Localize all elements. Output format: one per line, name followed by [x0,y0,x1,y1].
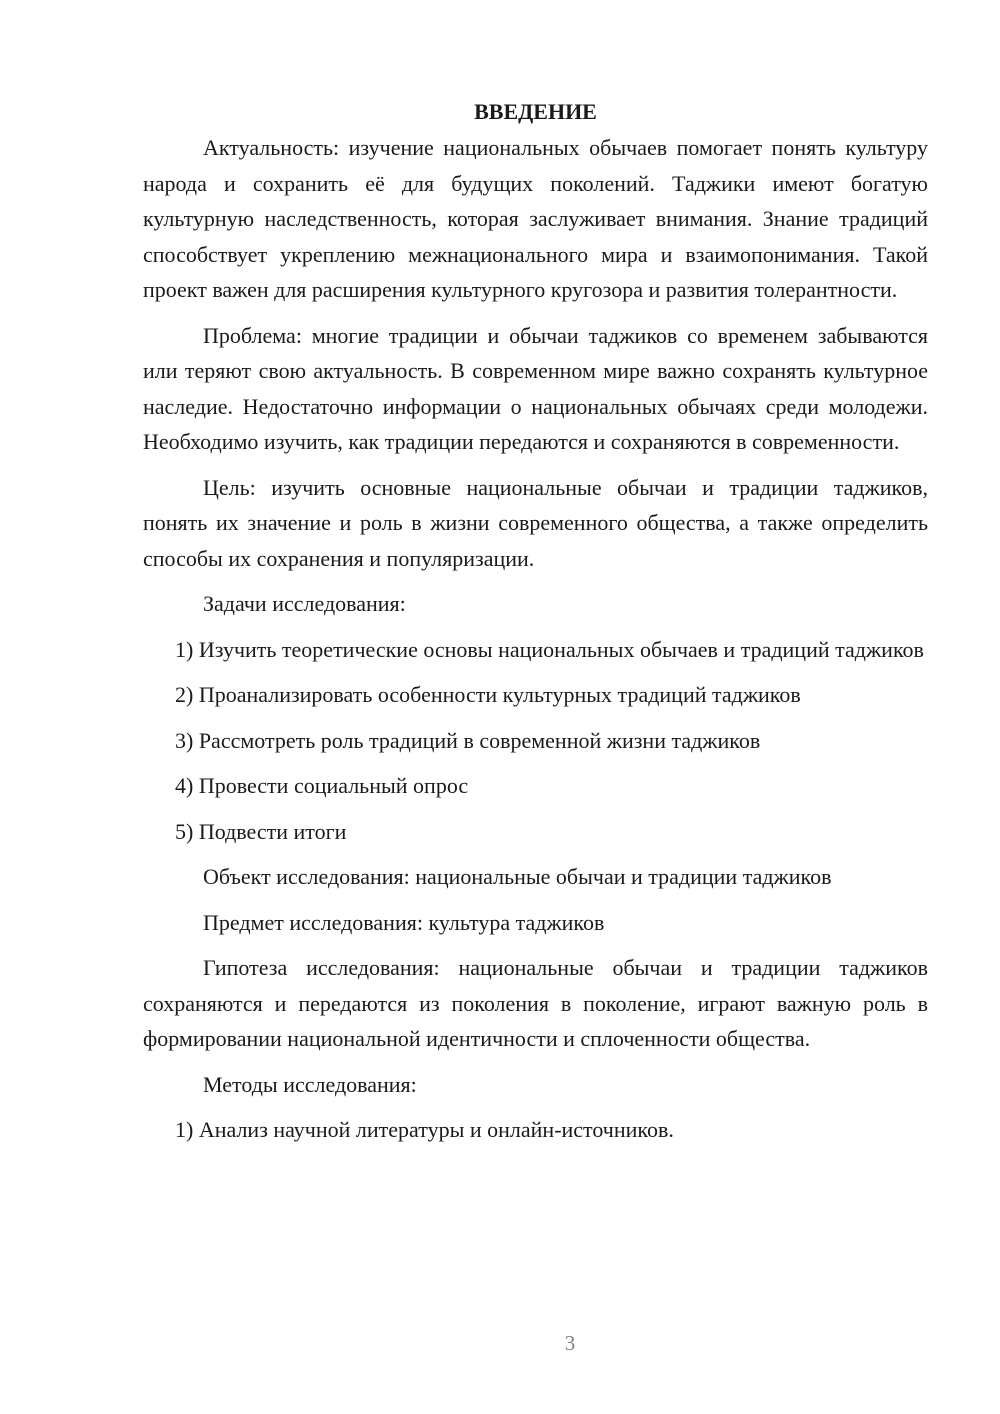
problem-paragraph: Проблема: многие традиции и обычаи таджиков со временем забываются или теряют свою актуальность. В современном мире важно сохранять культурное наследие. Недостаточно информации о национальных обычаях среди молодежи. Необходимо изучить, как традиции передаются и сохраняются в современности. [143,322,928,454]
page-number: 3 [564,1331,576,1355]
tasks-heading: Задачи исследования: [203,591,406,616]
page-title: ВВЕДЕНИЕ [474,99,597,124]
subject-paragraph: Предмет исследования: культура таджиков [203,909,605,935]
task-item-5: 5) Подвести итоги [175,818,347,844]
goal-paragraph: Цель: изучить основные национальные обычаи и традиции таджиков, понять их значение и роль в жизни современного общества, а также определить способы их сохранения и популяризации. [143,474,928,571]
object-paragraph: Объект исследования: национальные обычаи и традиции таджиков [203,864,832,889]
task-item-4: 4) Провести социальный опрос [175,773,469,798]
task-item-2: 2) Проанализировать особенности культурных традиций таджиков [175,682,801,707]
methods-heading: Методы исследования: [203,1071,417,1097]
hypothesis-paragraph: Гипотеза исследования: национальные обычаи и традиции таджиков сохраняются и передаются из поколения в поколение, играют важную роль в формировании национальной идентичности и сплоченности общества. [143,955,928,1051]
method-item-1: 1) Анализ научной литературы и онлайн-источников. [175,1117,674,1142]
relevance-paragraph: Актуальность: изучение национальных обычаев помогает понять культуру народа и сохранить её для будущих поколений. Таджики имеют богатую культурную наследственность, которая заслуживает внимания. Знание традиций способствует укреплению межнационального мира и взаимопонимания. Такой проект важен для расширения культурного кругозора и развития толерантности. [143,135,928,302]
task-item-1: 1) Изучить теоретические основы национальных обычаев и традиций таджиков [175,636,924,662]
page-content [143,94,928,1148]
task-item-3: 3) Рассмотреть роль традиций в современной жизни таджиков [175,727,761,753]
